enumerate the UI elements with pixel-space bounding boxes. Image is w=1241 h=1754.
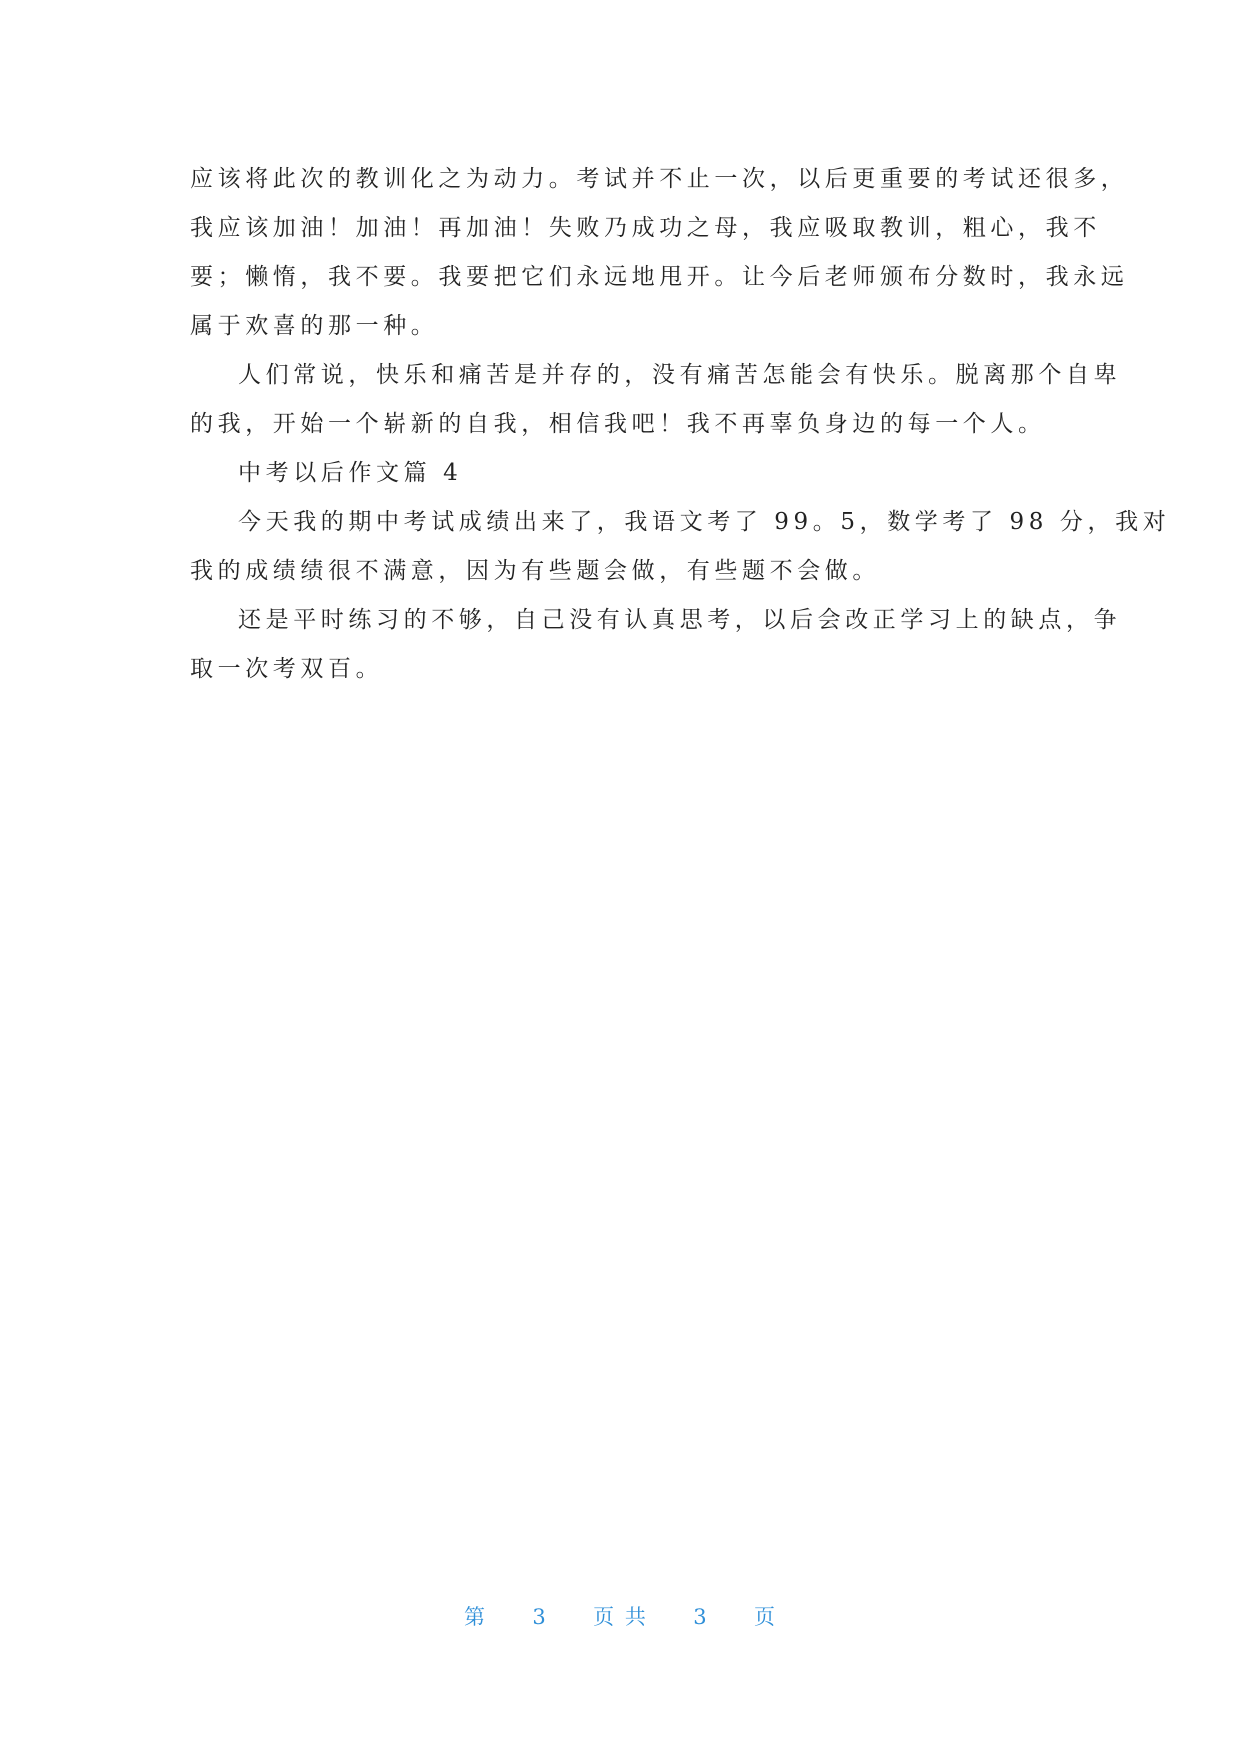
- paragraph-first-line: 还是平时练习的不够，自己没有认真思考，以后会改正学习上的缺点，争: [238, 607, 1122, 633]
- paragraph-first-line: 今天我的期中考试成绩出来了，我语文考了 99。5，数学考了 98 分，我对: [238, 509, 1171, 535]
- text-line: 我应该加油！加油！再加油！失败乃成功之母，我应吸取教训，粗心，我不: [190, 215, 1101, 241]
- text-line: 属于欢喜的那一种。: [190, 313, 439, 339]
- text-line: 的我，开始一个崭新的自我，相信我吧！我不再辜负身边的每一个人。: [190, 411, 1046, 437]
- page-label-prefix: 第: [464, 1605, 488, 1629]
- page-label-mid: 页 共: [593, 1605, 648, 1629]
- total-pages-number: 3: [693, 1605, 709, 1629]
- current-page-number: 3: [532, 1605, 548, 1629]
- text-line: 取一次考双百。: [190, 656, 384, 682]
- text-line: 应该将此次的教训化之为动力。考试并不止一次，以后更重要的考试还很多，: [190, 166, 1129, 192]
- page-label-suffix: 页: [753, 1605, 777, 1629]
- page-footer: [0, 1601, 1241, 1631]
- text-line: 我的成绩绩很不满意，因为有些题会做，有些题不会做。: [190, 558, 880, 584]
- section-heading: 中考以后作文篇 4: [238, 460, 463, 486]
- text-line: 要；懒惰，我不要。我要把它们永远地甩开。让今后老师颁布分数时，我永远: [190, 264, 1129, 290]
- document-body: [190, 155, 1171, 694]
- paragraph-first-line: 人们常说，快乐和痛苦是并存的，没有痛苦怎能会有快乐。脱离那个自卑: [238, 362, 1122, 388]
